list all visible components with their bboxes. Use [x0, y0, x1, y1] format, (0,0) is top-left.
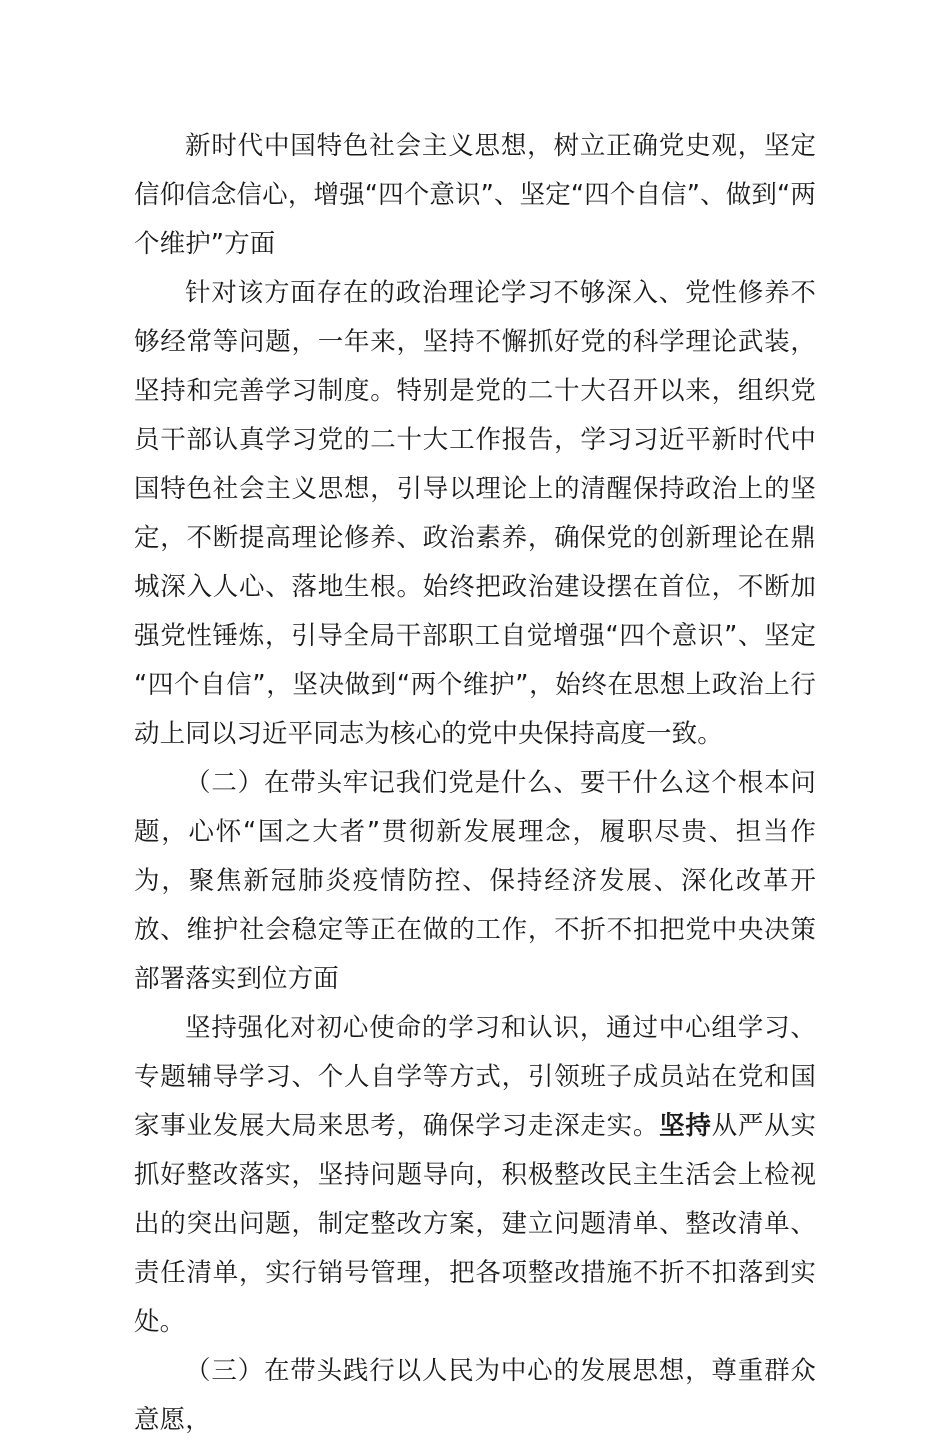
paragraph-heading-one-continued: 新时代中国特色社会主义思想，树立正确党史观，坚定信仰信念信心，增强“四个意识”、坚定“四个自信”、做到“两个维护”方面 — [134, 131, 816, 259]
paragraph-body-two-part-two: 从严从实抓好整改落实，坚持问题导向，积极整改民主生活会上检视出的突出问题，制定整改方案，建立问题清单、整改清单、责任清单，实行销号管理，把各项整改措施不折不扣落到实处。 — [134, 1111, 816, 1337]
paragraph-body-two-part-one: 坚持强化对初心使命的学习和认识，通过中心组学习、专题辅导学习、个人自学等方式，引领班子成员站在党和国家事业发展大局来思考，确保学习走深走实。 — [134, 1013, 816, 1141]
paragraph-body-one: 针对该方面存在的政治理论学习不够深入、党性修养不够经常等问题，一年来，坚持不懈抓好党的科学理论武装，坚持和完善学习制度。特别是党的二十大召开以来，组织党员干部认真学习党的二十大工作报告，学习习近平新时代中国特色社会主义思想，引导以理论上的清醒保持政治上的坚定，不断提高理论修养、政治素养，确保党的创新理论在鼎城深入人心、落地生根。始终把政治建设摆在首位，不断加强党性锤炼，引导全局干部职工自觉增强“四个意识”、坚定“四个自信”，坚决做到“两个维护”，始终在思想上政治上行动上同以习近平同志为核心的党中央保持高度一致。 — [134, 278, 816, 749]
paragraph-body-two — [134, 1004, 816, 1347]
paragraph-heading-three: （三）在带头践行以人民为中心的发展思想，尊重群众意愿， — [134, 1356, 816, 1435]
paragraph-heading-two: （二）在带头牢记我们党是什么、要干什么这个根本问题，心怀“国之大者”贯彻新发展理念，履职尽贵、担当作为，聚焦新冠肺炎疫情防控、保持经济发展、深化改革开放、维护社会稳定等正在做的工作，不折不扣把党中央决策部署落实到位方面 — [134, 768, 816, 994]
document-text-column — [134, 122, 816, 1445]
paragraph-body-two-bold-phrase: 坚持 — [659, 1111, 712, 1141]
